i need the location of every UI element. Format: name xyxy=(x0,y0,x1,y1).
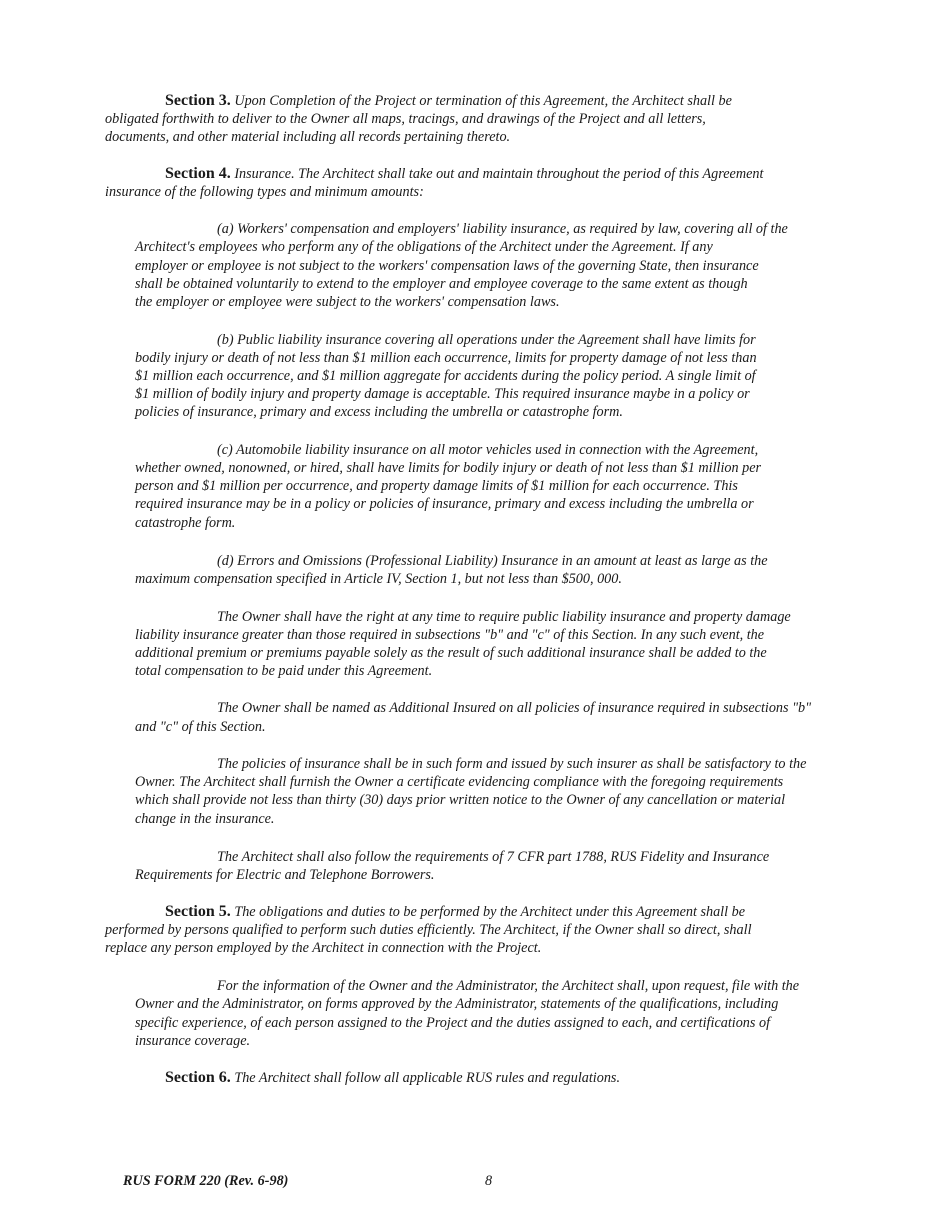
section-3-line: documents, and other material including all records pertaining thereto. xyxy=(105,129,511,145)
para-d-line: (d) Errors and Omissions (Professional Liability) Insurance in an amount at least as large as the xyxy=(217,553,768,569)
footer-form-id: RUS FORM 220 (Rev. 6-98) xyxy=(123,1173,289,1189)
para-owner-right-line: The Owner shall have the right at any time to require public liability insurance and property damage xyxy=(217,609,791,625)
para-cfr-line: The Architect shall also follow the requirements of 7 CFR part 1788, RUS Fidelity and Insurance xyxy=(217,849,770,865)
section-3-first-line: Section 3. Upon Completion of the Project or termination of this Agreement, the Architect shall be xyxy=(165,92,732,109)
section-5-label: Section 5. xyxy=(165,903,231,920)
section-4-label: Section 4. xyxy=(165,165,231,182)
para-cfr-line: Requirements for Electric and Telephone Borrowers. xyxy=(135,867,435,883)
section-4-line: insurance of the following types and minimum amounts: xyxy=(105,184,424,200)
para-info-line: insurance coverage. xyxy=(135,1033,251,1049)
para-b-line: policies of insurance, primary and excess including the umbrella or catastrophe form. xyxy=(135,404,623,420)
para-additional-insured-line: and "c" of this Section. xyxy=(135,719,266,735)
para-b-line: $1 million of bodily injury and property damage is acceptable. This required insurance maybe in a policy or xyxy=(135,386,750,402)
para-c-line: catastrophe form. xyxy=(135,515,236,531)
para-owner-right-line: liability insurance greater than those required in subsections "b" and "c" of this Section. In any such event, the xyxy=(135,627,765,643)
para-owner-right-line: additional premium or premiums payable solely as the result of such additional insurance shall be added to the xyxy=(135,645,767,661)
para-c-line: whether owned, nonowned, or hired, shall have limits for bodily injury or death of not less than $1 million per xyxy=(135,460,762,476)
section-5-first-line: Section 5. The obligations and duties to be performed by the Architect under this Agreement shall be xyxy=(165,903,746,920)
para-a-line: Architect's employees who perform any of the obligations of the Architect under the Agreement. If any xyxy=(135,239,713,255)
para-b-line: bodily injury or death of not less than $1 million each occurrence, limits for property damage of not less than xyxy=(135,350,757,366)
para-d-line: maximum compensation specified in Article IV, Section 1, but not less than $500, 000. xyxy=(135,571,622,587)
para-c-line: person and $1 million per occurrence, and property damage limits of $1 million for each occurrence. This xyxy=(135,478,738,494)
section-5-line: replace any person employed by the Architect in connection with the Project. xyxy=(105,940,542,956)
para-info-line: For the information of the Owner and the Administrator, the Architect shall, upon request, file with the xyxy=(217,978,800,994)
para-info-line: specific experience, of each person assigned to the Project and the duties assigned to each, and certifications of xyxy=(135,1015,771,1031)
para-a-line: (a) Workers' compensation and employers' liability insurance, as required by law, covering all of the xyxy=(217,221,788,237)
para-a-line: the employer or employee were subject to the workers' compensation laws. xyxy=(135,294,560,310)
para-a-line: employer or employee is not subject to the workers' compensation laws of the governing State, then insurance xyxy=(135,258,759,274)
section-3-label: Section 3. xyxy=(165,92,231,109)
section-5-line: performed by persons qualified to perform such duties efficiently. The Architect, if the Owner shall so direct, shall xyxy=(105,922,752,938)
section-6-label: Section 6. xyxy=(165,1069,231,1086)
para-c-line: (c) Automobile liability insurance on all motor vehicles used in connection with the Agreement, xyxy=(217,442,759,458)
para-additional-insured-line: The Owner shall be named as Additional Insured on all policies of insurance required in subsections "b" xyxy=(217,700,812,716)
section-6-first-line: Section 6. The Architect shall follow all applicable RUS rules and regulations. xyxy=(165,1069,620,1086)
para-info-line: Owner and the Administrator, on forms approved by the Administrator, statements of the qualifications, including xyxy=(135,996,779,1012)
para-policies-line: change in the insurance. xyxy=(135,811,275,827)
para-c-line: required insurance may be in a policy or policies of insurance, primary and excess including the umbrella or xyxy=(135,496,754,512)
para-b-line: $1 million each occurrence, and $1 million aggregate for accidents during the policy period. A single limit of xyxy=(135,368,756,384)
para-policies-line: which shall provide not less than thirty (30) days prior written notice to the Owner of any cancellation or material xyxy=(135,792,786,808)
para-policies-line: Owner. The Architect shall furnish the Owner a certificate evidencing compliance with the foregoing requirements xyxy=(135,774,784,790)
section-3-line: obligated forthwith to deliver to the Owner all maps, tracings, and drawings of the Project and all letters, xyxy=(105,111,706,127)
para-b-line: (b) Public liability insurance covering all operations under the Agreement shall have limits for xyxy=(217,332,756,348)
para-owner-right-line: total compensation to be paid under this Agreement. xyxy=(135,663,433,679)
page-number: 8 xyxy=(485,1173,493,1189)
para-a-line: shall be obtained voluntarily to extend to the employer and employee coverage to the same extent as though xyxy=(135,276,748,292)
section-4-first-line: Section 4. Insurance. The Architect shall take out and maintain throughout the period of this Agreement xyxy=(165,165,764,182)
para-policies-line: The policies of insurance shall be in such form and issued by such insurer as shall be satisfactory to the xyxy=(217,756,807,772)
